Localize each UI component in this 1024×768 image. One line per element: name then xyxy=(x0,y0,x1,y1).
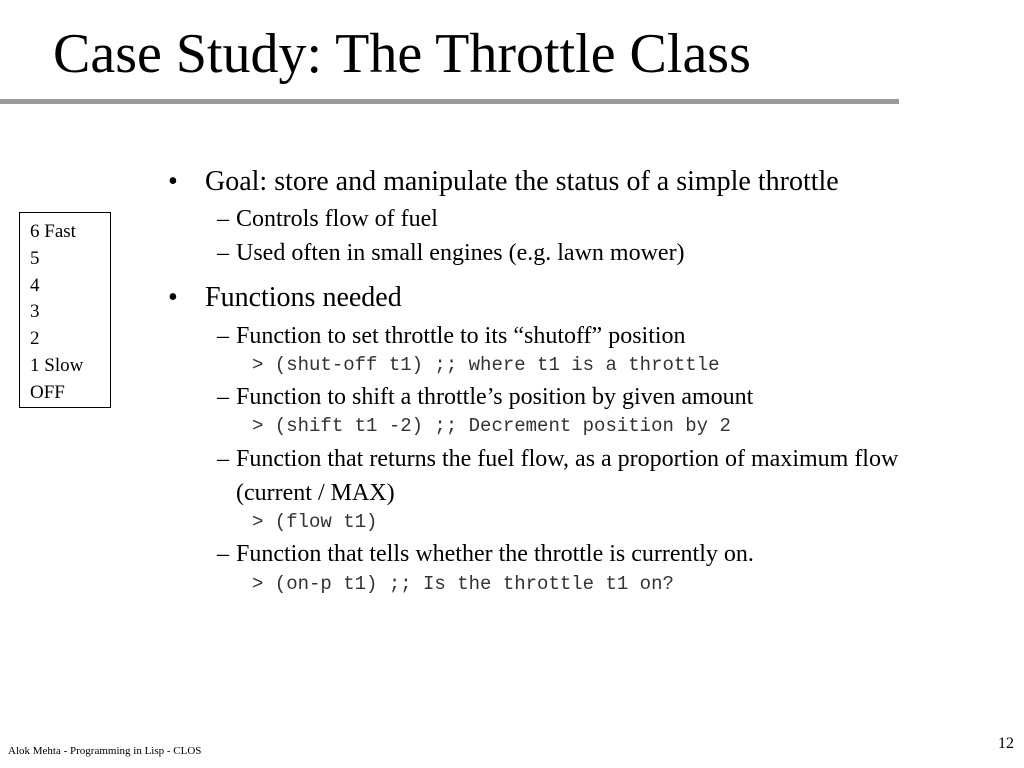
footer-author: Alok Mehta - Programming in Lisp - CLOS xyxy=(8,745,202,757)
throttle-level: 6 Fast xyxy=(30,221,76,242)
sub-item-text: Used often in small engines (e.g. lawn mower) xyxy=(236,240,685,266)
code-example: > (on-p t1) ;; Is the throttle t1 on? xyxy=(252,573,674,595)
code-example: > (shift t1 -2) ;; Decrement position by 2 xyxy=(252,415,731,437)
sub-item-text: Function that tells whether the throttle is currently on. xyxy=(236,541,754,567)
dash-marker: – xyxy=(217,384,229,410)
sub-item xyxy=(217,319,686,353)
sub-item xyxy=(217,442,977,510)
bullet-goal xyxy=(168,168,839,196)
sub-item-text: Function to shift a throttle’s position by given amount xyxy=(236,384,754,410)
throttle-level: 3 xyxy=(30,301,40,323)
throttle-level: 5 xyxy=(30,247,40,269)
sub-item xyxy=(217,380,753,414)
sub-item xyxy=(217,236,685,270)
bullet-functions xyxy=(168,284,402,312)
bullet-marker: • xyxy=(168,282,178,313)
sub-item-text: Controls flow of fuel xyxy=(236,206,438,232)
page-number: 12 xyxy=(998,735,1014,752)
throttle-level: OFF xyxy=(30,381,65,403)
code-example: > (shut-off t1) ;; where t1 is a throttle xyxy=(252,354,720,376)
bullet-text: Goal: store and manipulate the status of a simple throttle xyxy=(205,166,839,197)
sub-item-text: Function to set throttle to its “shutoff” position xyxy=(236,323,686,349)
bullet-text: Functions needed xyxy=(205,282,402,313)
sub-item xyxy=(217,537,754,571)
throttle-level: 2 xyxy=(30,328,40,350)
dash-marker: – xyxy=(217,206,229,232)
throttle-level: 1 Slow xyxy=(30,354,84,376)
code-example: > (flow t1) xyxy=(252,511,378,533)
throttle-levels-box xyxy=(19,212,111,408)
throttle-level: 4 xyxy=(30,274,40,296)
slide-content xyxy=(168,0,1008,768)
slide-title: Case Study: The Throttle Class xyxy=(53,23,751,85)
dash-marker: – xyxy=(217,446,229,472)
sub-item-text: Function that returns the fuel flow, as a proportion of maximum flow (current / MAX) xyxy=(236,446,899,506)
dash-marker: – xyxy=(217,323,229,349)
sub-item xyxy=(217,202,438,236)
bullet-marker: • xyxy=(168,166,178,197)
dash-marker: – xyxy=(217,541,229,567)
dash-marker: – xyxy=(217,240,229,266)
